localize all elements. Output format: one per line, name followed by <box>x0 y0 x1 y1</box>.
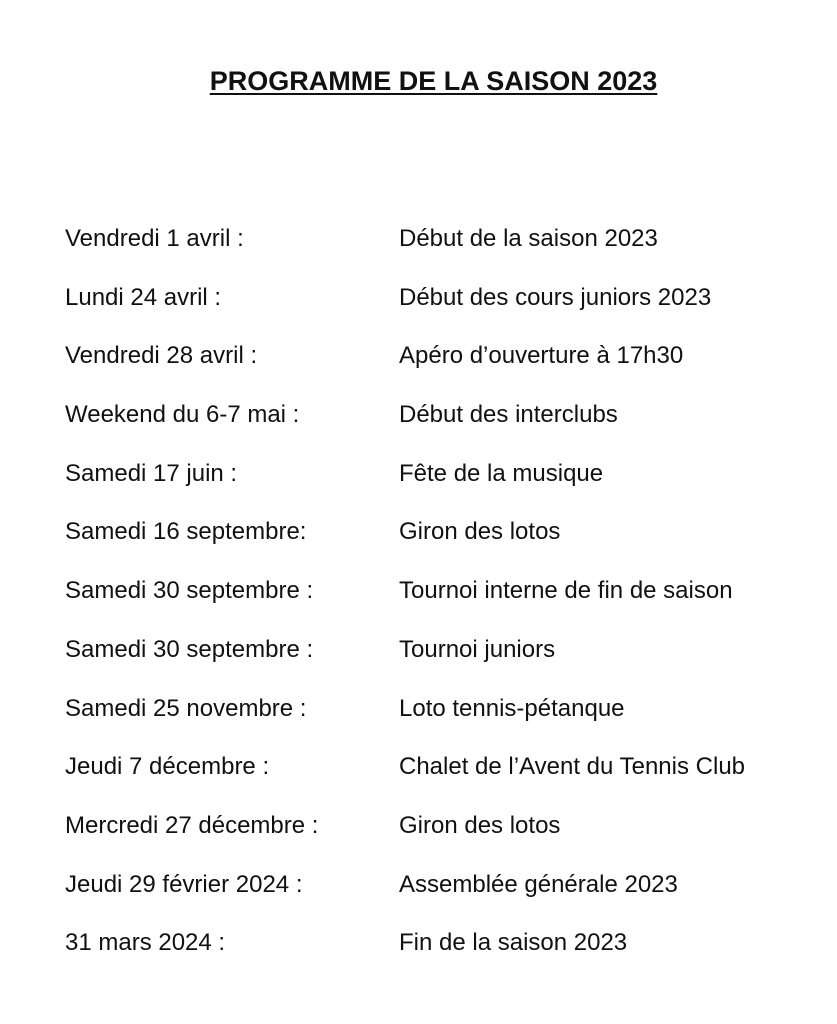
schedule-date: Samedi 17 juin : <box>65 459 238 487</box>
schedule-event: Apéro d’ouverture à 17h30 <box>399 342 684 370</box>
schedule-event: Début des interclubs <box>399 401 618 429</box>
schedule-event: Giron des lotos <box>399 811 561 839</box>
schedule-row <box>65 338 825 397</box>
schedule-date: Samedi 25 novembre : <box>65 694 307 722</box>
schedule-date: Lundi 24 avril : <box>65 283 222 311</box>
schedule-date: Mercredi 27 décembre : <box>65 811 319 839</box>
schedule-row <box>65 280 825 339</box>
schedule-row <box>65 749 825 808</box>
schedule-date: Vendredi 28 avril : <box>65 342 258 370</box>
schedule-row <box>65 867 825 926</box>
schedule-row <box>65 925 825 984</box>
schedule-date: Vendredi 1 avril : <box>65 225 244 252</box>
schedule-event: Début des cours juniors 2023 <box>399 283 712 311</box>
schedule-event: Début de la saison 2023 <box>399 225 658 252</box>
schedule-date: Weekend du 6-7 mai : <box>65 401 300 429</box>
schedule-row <box>65 632 825 691</box>
schedule-date: Jeudi 7 décembre : <box>65 753 270 781</box>
schedule-event: Tournoi juniors <box>399 635 556 663</box>
schedule-event: Chalet de l’Avent du Tennis Club <box>399 753 746 781</box>
schedule-date: Samedi 16 septembre: <box>65 518 307 546</box>
schedule-row <box>65 397 825 456</box>
schedule-event: Fin de la saison 2023 <box>399 929 628 957</box>
schedule-date: 31 mars 2024 : <box>65 929 226 957</box>
schedule-row <box>65 456 825 515</box>
schedule-event: Loto tennis-pétanque <box>399 694 625 722</box>
schedule-date: Jeudi 29 février 2024 : <box>65 870 303 898</box>
schedule-row <box>65 691 825 750</box>
schedule-date: Samedi 30 septembre : <box>65 635 314 663</box>
schedule-event: Fête de la musique <box>399 459 604 487</box>
schedule-event: Giron des lotos <box>399 518 561 546</box>
schedule-row <box>65 514 825 573</box>
schedule-row <box>65 221 825 280</box>
schedule-event: Assemblée générale 2023 <box>399 870 678 898</box>
schedule-row <box>65 808 825 867</box>
schedule-row <box>65 573 825 632</box>
schedule-event: Tournoi interne de fin de saison <box>399 577 733 605</box>
page-title: PROGRAMME DE LA SAISON 2023 <box>209 66 658 96</box>
season-schedule <box>65 221 825 984</box>
schedule-date: Samedi 30 septembre : <box>65 577 314 605</box>
